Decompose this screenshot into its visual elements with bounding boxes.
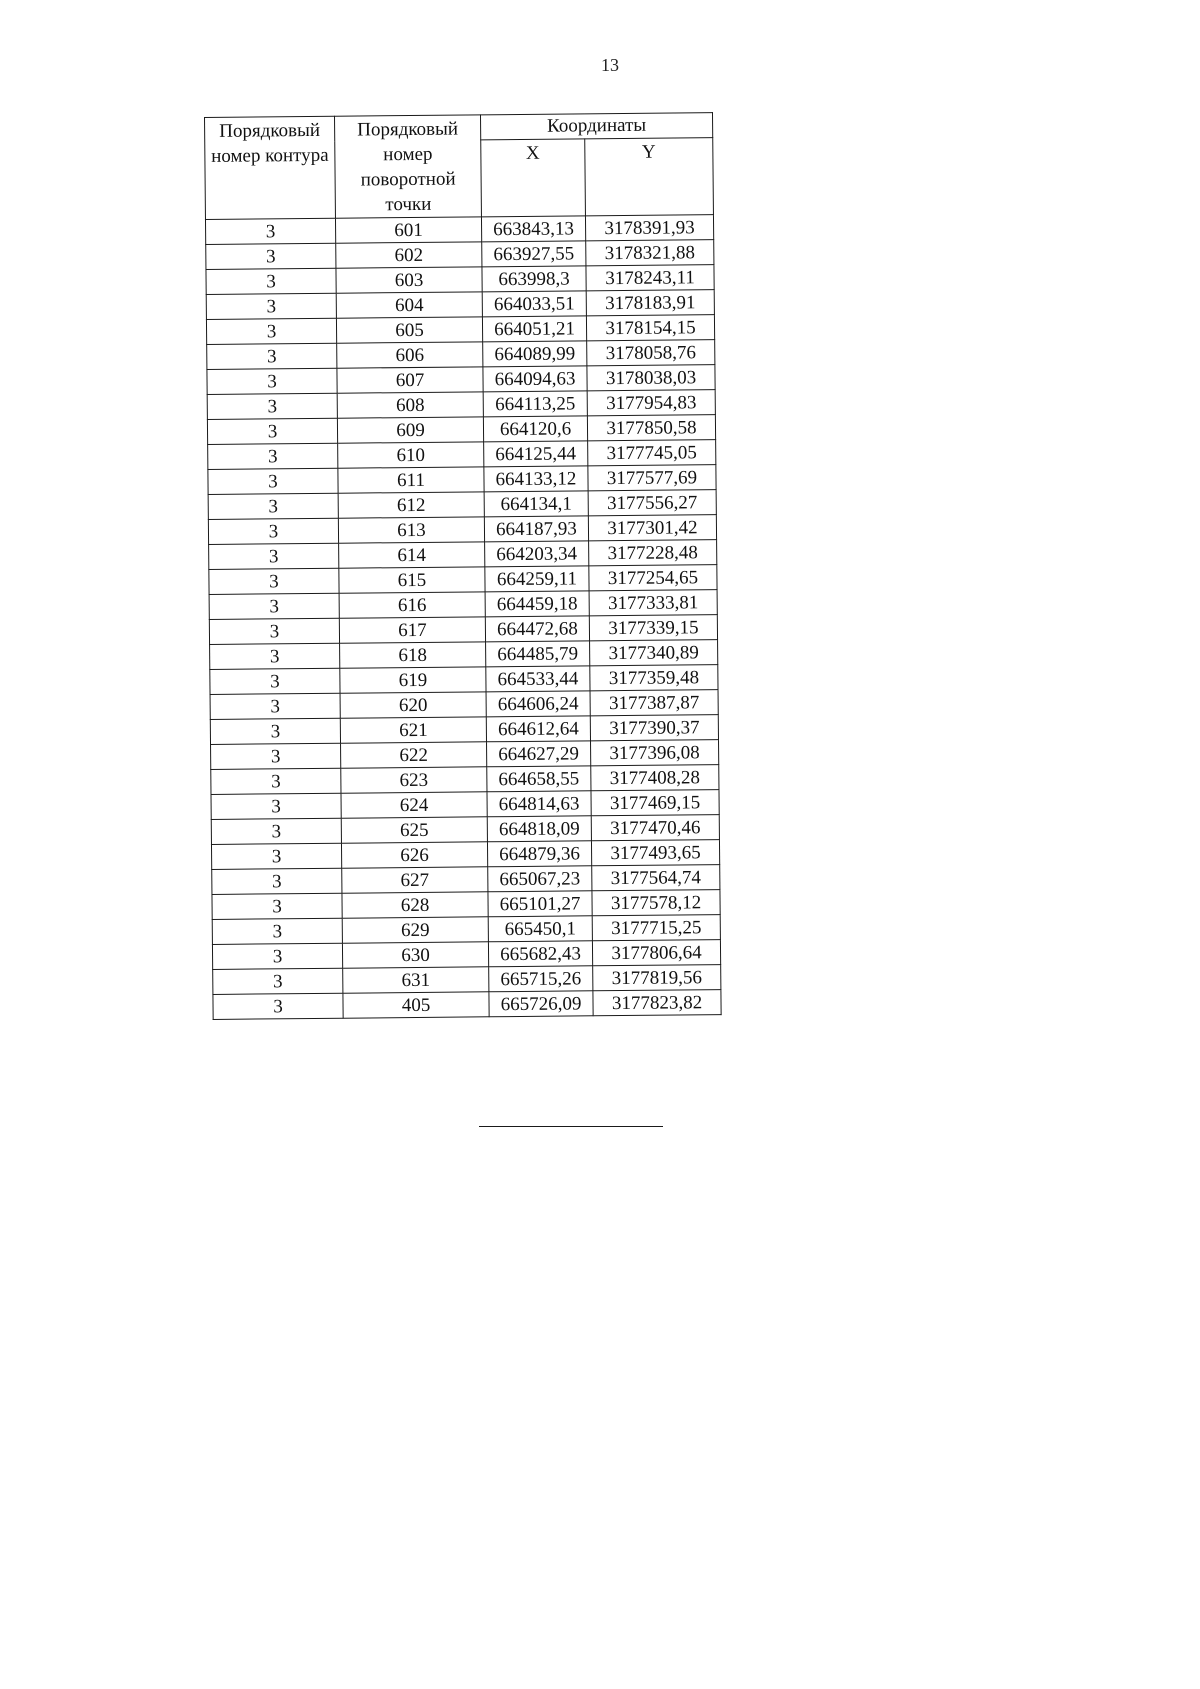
x-coordinate-cell: 664094,63 — [483, 366, 587, 392]
turning-point-cell: 603 — [336, 267, 482, 293]
contour-number-cell: 3 — [209, 618, 339, 644]
turning-point-cell: 619 — [340, 667, 486, 693]
contour-number-cell: 3 — [210, 668, 340, 694]
y-coordinate-cell: 3177715,25 — [592, 915, 720, 941]
x-coordinate-cell: 664627,29 — [487, 741, 591, 767]
turning-point-cell: 610 — [338, 442, 484, 468]
y-coordinate-cell: 3177333,81 — [589, 590, 717, 616]
y-coordinate-cell: 3177408,28 — [591, 765, 719, 791]
contour-number-cell: 3 — [209, 543, 339, 569]
y-coordinate-cell: 3178321,88 — [586, 240, 714, 266]
turning-point-cell: 620 — [340, 692, 486, 718]
turning-point-cell: 618 — [340, 642, 486, 668]
y-coordinate-cell: 3177564,74 — [592, 865, 720, 891]
y-coordinate-cell: 3177469,15 — [591, 790, 719, 816]
contour-number-cell: 3 — [205, 218, 335, 244]
y-coordinate-cell: 3178183,91 — [586, 290, 714, 316]
y-coordinate-cell: 3177819,56 — [593, 965, 721, 991]
contour-number-cell: 3 — [211, 793, 341, 819]
y-coordinate-cell: 3177578,12 — [592, 890, 720, 916]
turning-point-cell: 629 — [342, 917, 488, 943]
y-coordinate-cell: 3177850,58 — [587, 415, 715, 441]
x-coordinate-cell: 664818,09 — [487, 816, 591, 842]
turning-point-cell: 612 — [338, 492, 484, 518]
x-coordinate-cell: 664485,79 — [486, 641, 590, 667]
turning-point-cell: 609 — [337, 417, 483, 443]
y-coordinate-cell: 3177359,48 — [590, 665, 718, 691]
contour-number-cell: 3 — [208, 443, 338, 469]
turning-point-cell: 605 — [336, 317, 482, 343]
x-coordinate-cell: 664187,93 — [484, 516, 588, 542]
turning-point-cell: 630 — [342, 942, 488, 968]
y-coordinate-cell: 3177745,05 — [588, 440, 716, 466]
x-coordinate-cell: 664089,99 — [483, 341, 587, 367]
contour-number-cell: 3 — [209, 568, 339, 594]
turning-point-cell: 622 — [341, 742, 487, 768]
turning-point-cell: 621 — [340, 717, 486, 743]
contour-number-cell: 3 — [206, 268, 336, 294]
y-coordinate-cell: 3177387,87 — [590, 690, 718, 716]
x-coordinate-cell: 664612,64 — [486, 716, 590, 742]
contour-number-cell: 3 — [213, 993, 343, 1019]
turning-point-cell: 607 — [337, 367, 483, 393]
contour-number-cell: 3 — [208, 468, 338, 494]
x-coordinate-cell: 665067,23 — [488, 866, 592, 892]
turning-point-cell: 614 — [339, 542, 485, 568]
x-coordinate-cell: 663927,55 — [482, 241, 586, 267]
contour-number-cell: 3 — [212, 918, 342, 944]
x-coordinate-cell: 665682,43 — [488, 941, 592, 967]
y-coordinate-cell: 3178154,15 — [586, 315, 714, 341]
y-coordinate-cell: 3177396,08 — [591, 740, 719, 766]
turning-point-number-header: Порядковый номер поворотной точки — [334, 115, 481, 218]
end-divider-line — [479, 1126, 663, 1127]
contour-number-cell: 3 — [206, 243, 336, 269]
x-coordinate-cell: 665715,26 — [489, 966, 593, 992]
turning-point-cell: 626 — [341, 842, 487, 868]
contour-number-cell: 3 — [208, 518, 338, 544]
x-coordinate-cell: 665726,09 — [489, 991, 593, 1017]
x-coordinate-cell: 664203,34 — [485, 541, 589, 567]
contour-number-cell: 3 — [212, 893, 342, 919]
x-coordinate-cell: 664134,1 — [484, 491, 588, 517]
x-coordinate-cell: 664051,21 — [482, 316, 586, 342]
x-coordinate-cell: 665101,27 — [488, 891, 592, 917]
coordinates-header: Координаты — [480, 113, 712, 140]
contour-number-cell: 3 — [213, 968, 343, 994]
y-coordinate-cell: 3177954,83 — [587, 390, 715, 416]
turning-point-cell: 627 — [342, 867, 488, 893]
x-coordinate-cell: 663843,13 — [481, 216, 585, 242]
x-coordinate-cell: 664133,12 — [484, 466, 588, 492]
x-coordinate-cell: 664459,18 — [485, 591, 589, 617]
turning-point-cell: 624 — [341, 792, 487, 818]
contour-number-cell: 3 — [207, 393, 337, 419]
x-coordinate-cell: 663998,3 — [482, 266, 586, 292]
turning-point-cell: 611 — [338, 467, 484, 493]
contour-number-cell: 3 — [207, 368, 337, 394]
x-coordinate-cell: 664259,11 — [485, 566, 589, 592]
contour-number-cell: 3 — [207, 343, 337, 369]
turning-point-cell: 602 — [336, 242, 482, 268]
table-body — [205, 215, 721, 1020]
y-coordinate-cell: 3177301,42 — [588, 515, 716, 541]
contour-number-cell: 3 — [212, 943, 342, 969]
x-coordinate-cell: 665450,1 — [488, 916, 592, 942]
turning-point-cell: 628 — [342, 892, 488, 918]
contour-number-cell: 3 — [211, 843, 341, 869]
turning-point-cell: 601 — [335, 217, 481, 243]
x-coordinate-cell: 664879,36 — [487, 841, 591, 867]
y-column-header: Y — [585, 138, 714, 216]
turning-point-cell: 613 — [338, 517, 484, 543]
contour-number-cell: 3 — [206, 293, 336, 319]
x-column-header: X — [481, 139, 586, 217]
turning-point-cell: 617 — [339, 617, 485, 643]
y-coordinate-cell: 3177577,69 — [588, 465, 716, 491]
contour-number-cell: 3 — [207, 418, 337, 444]
x-coordinate-cell: 664120,6 — [483, 416, 587, 442]
y-coordinate-cell: 3177806,64 — [592, 940, 720, 966]
x-coordinate-cell: 664533,44 — [486, 666, 590, 692]
x-coordinate-cell: 664606,24 — [486, 691, 590, 717]
contour-number-cell: 3 — [208, 493, 338, 519]
table-row — [213, 990, 721, 1020]
turning-point-cell: 606 — [337, 342, 483, 368]
x-coordinate-cell: 664658,55 — [487, 766, 591, 792]
contour-number-cell: 3 — [210, 718, 340, 744]
contour-number-cell: 3 — [210, 693, 340, 719]
y-coordinate-cell: 3177470,46 — [591, 815, 719, 841]
y-coordinate-cell: 3177228,48 — [589, 540, 717, 566]
contour-number-header: Порядковый номер контура — [205, 116, 336, 219]
turning-point-cell: 625 — [341, 817, 487, 843]
y-coordinate-cell: 3177339,15 — [589, 615, 717, 641]
y-coordinate-cell: 3178391,93 — [585, 215, 713, 241]
turning-point-cell: 623 — [341, 767, 487, 793]
contour-number-cell: 3 — [206, 318, 336, 344]
turning-point-cell: 608 — [337, 392, 483, 418]
y-coordinate-cell: 3178243,11 — [586, 265, 714, 291]
y-coordinate-cell: 3177823,82 — [593, 990, 721, 1016]
coordinates-table — [204, 112, 722, 1020]
x-coordinate-cell: 664113,25 — [483, 391, 587, 417]
turning-point-cell: 615 — [339, 567, 485, 593]
turning-point-cell: 631 — [343, 967, 489, 993]
x-coordinate-cell: 664472,68 — [485, 616, 589, 642]
y-coordinate-cell: 3178058,76 — [587, 340, 715, 366]
contour-number-cell: 3 — [212, 868, 342, 894]
y-coordinate-cell: 3177493,65 — [591, 840, 719, 866]
y-coordinate-cell: 3177556,27 — [588, 490, 716, 516]
y-coordinate-cell: 3177390,37 — [590, 715, 718, 741]
contour-number-cell: 3 — [211, 818, 341, 844]
turning-point-cell: 604 — [336, 292, 482, 318]
turning-point-cell: 405 — [343, 992, 489, 1018]
page-number: 13 — [601, 55, 619, 75]
x-coordinate-cell: 664033,51 — [482, 291, 586, 317]
x-coordinate-cell: 664125,44 — [484, 441, 588, 467]
turning-point-cell: 616 — [339, 592, 485, 618]
y-coordinate-cell: 3178038,03 — [587, 365, 715, 391]
contour-number-cell: 3 — [210, 643, 340, 669]
contour-number-cell: 3 — [211, 743, 341, 769]
x-coordinate-cell: 664814,63 — [487, 791, 591, 817]
y-coordinate-cell: 3177254,65 — [589, 565, 717, 591]
y-coordinate-cell: 3177340,89 — [590, 640, 718, 666]
contour-number-cell: 3 — [209, 593, 339, 619]
contour-number-cell: 3 — [211, 768, 341, 794]
